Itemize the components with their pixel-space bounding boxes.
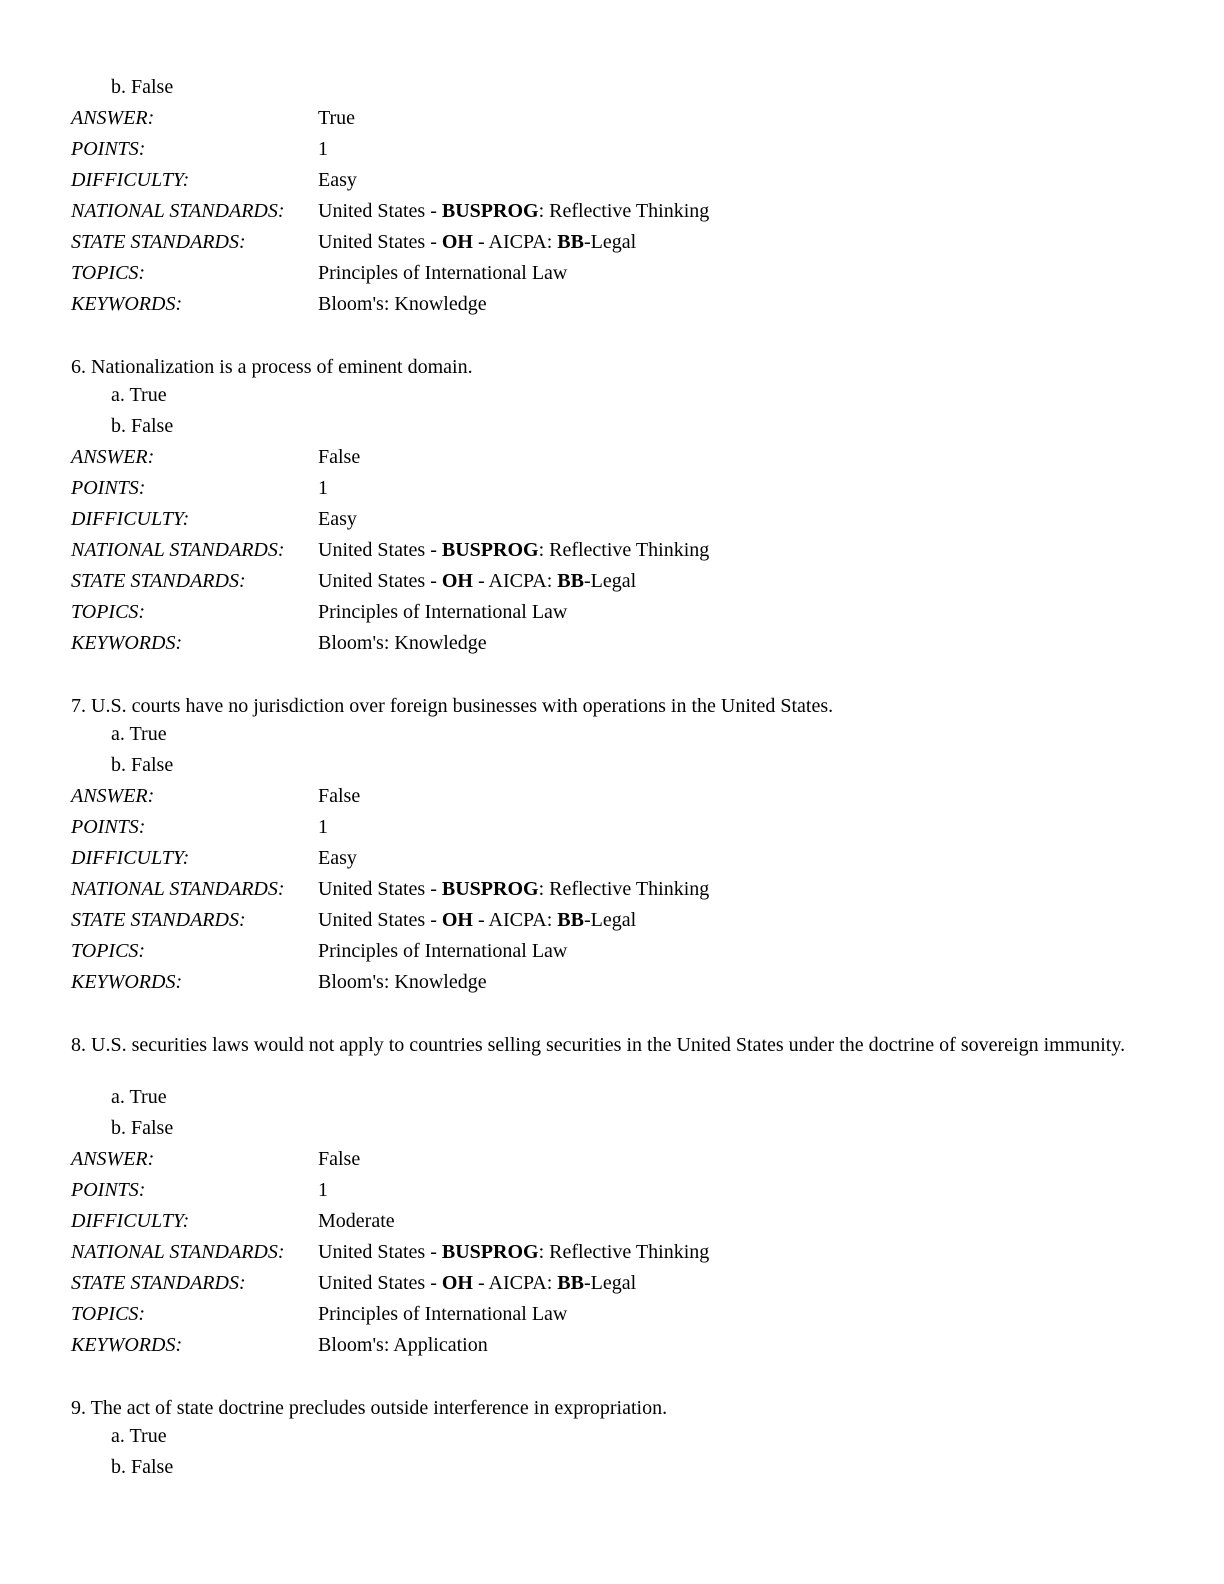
q7-answer-label: ANSWER: — [71, 785, 155, 807]
q8-keywords-value: Bloom's: Application — [318, 1334, 488, 1356]
q8-difficulty-value: Moderate — [318, 1210, 395, 1232]
q5-keywords-label: KEYWORDS: — [71, 293, 183, 315]
q8-topics-label: TOPICS: — [71, 1303, 146, 1325]
q7-difficulty-value: Easy — [318, 847, 357, 869]
q7-option-a: a. True — [111, 723, 167, 745]
q6-difficulty-value: Easy — [318, 508, 357, 530]
q8-points-value: 1 — [318, 1179, 328, 1201]
q5-option-b: b. False — [111, 76, 174, 98]
q8-state-value: United States - OH - AICPA: BB-Legal — [318, 1272, 637, 1294]
q5-answer-label: ANSWER: — [71, 107, 155, 129]
q6-option-a: a. True — [111, 384, 167, 406]
q8-answer-label: ANSWER: — [71, 1148, 155, 1170]
q7-state-value: United States - OH - AICPA: BB-Legal — [318, 909, 637, 931]
q6-national-label: NATIONAL STANDARDS: — [71, 539, 285, 561]
q6-keywords-label: KEYWORDS: — [71, 632, 183, 654]
q5-topics-label: TOPICS: — [71, 262, 146, 284]
q7-keywords-label: KEYWORDS: — [71, 971, 183, 993]
q8-option-b: b. False — [111, 1117, 174, 1139]
q8-topics-value: Principles of International Law — [318, 1303, 568, 1325]
q9-option-a: a. True — [111, 1425, 167, 1447]
q8-text: 8. U.S. securities laws would not apply to countries selling securities in the United States under the doctrine of sovereign immunity. — [71, 1034, 1126, 1056]
q6-topics-value: Principles of International Law — [318, 601, 568, 623]
q7-points-value: 1 — [318, 816, 328, 838]
q6-option-b: b. False — [111, 415, 174, 437]
q7-difficulty-label: DIFFICULTY: — [71, 847, 190, 869]
q5-topics-value: Principles of International Law — [318, 262, 568, 284]
q7-text: 7. U.S. courts have no jurisdiction over foreign businesses with operations in the United States. — [71, 695, 834, 717]
q6-keywords-value: Bloom's: Knowledge — [318, 632, 487, 654]
q8-answer-value: False — [318, 1148, 361, 1170]
q5-points-value: 1 — [318, 138, 328, 160]
q7-answer-value: False — [318, 785, 361, 807]
q6-answer-value: False — [318, 446, 361, 468]
q7-national-label: NATIONAL STANDARDS: — [71, 878, 285, 900]
q6-topics-label: TOPICS: — [71, 601, 146, 623]
q5-national-value: United States - BUSPROG: Reflective Thinking — [318, 200, 710, 222]
q5-national-label: NATIONAL STANDARDS: — [71, 200, 285, 222]
q8-option-a: a. True — [111, 1086, 167, 1108]
q8-national-label: NATIONAL STANDARDS: — [71, 1241, 285, 1263]
q7-topics-value: Principles of International Law — [318, 940, 568, 962]
q7-keywords-value: Bloom's: Knowledge — [318, 971, 487, 993]
q5-answer-value: True — [318, 107, 356, 129]
q5-keywords-value: Bloom's: Knowledge — [318, 293, 487, 315]
q7-state-label: STATE STANDARDS: — [71, 909, 246, 931]
q8-points-label: POINTS: — [71, 1179, 146, 1201]
q9-text: 9. The act of state doctrine precludes outside interference in expropriation. — [71, 1397, 668, 1419]
q7-option-b: b. False — [111, 754, 174, 776]
q5-state-label: STATE STANDARDS: — [71, 231, 246, 253]
q5-difficulty-label: DIFFICULTY: — [71, 169, 190, 191]
q8-difficulty-label: DIFFICULTY: — [71, 1210, 190, 1232]
q6-text: 6. Nationalization is a process of eminent domain. — [71, 356, 473, 378]
q6-points-value: 1 — [318, 477, 328, 499]
q7-topics-label: TOPICS: — [71, 940, 146, 962]
q6-national-value: United States - BUSPROG: Reflective Thinking — [318, 539, 710, 561]
q6-points-label: POINTS: — [71, 477, 146, 499]
q8-keywords-label: KEYWORDS: — [71, 1334, 183, 1356]
q8-state-label: STATE STANDARDS: — [71, 1272, 246, 1294]
q9-option-b: b. False — [111, 1456, 174, 1478]
q6-difficulty-label: DIFFICULTY: — [71, 508, 190, 530]
q6-state-label: STATE STANDARDS: — [71, 570, 246, 592]
q5-difficulty-value: Easy — [318, 169, 357, 191]
q7-points-label: POINTS: — [71, 816, 146, 838]
q6-state-value: United States - OH - AICPA: BB-Legal — [318, 570, 637, 592]
q5-points-label: POINTS: — [71, 138, 146, 160]
q7-national-value: United States - BUSPROG: Reflective Thinking — [318, 878, 710, 900]
q5-state-value: United States - OH - AICPA: BB-Legal — [318, 231, 637, 253]
q6-answer-label: ANSWER: — [71, 446, 155, 468]
q8-national-value: United States - BUSPROG: Reflective Thinking — [318, 1241, 710, 1263]
